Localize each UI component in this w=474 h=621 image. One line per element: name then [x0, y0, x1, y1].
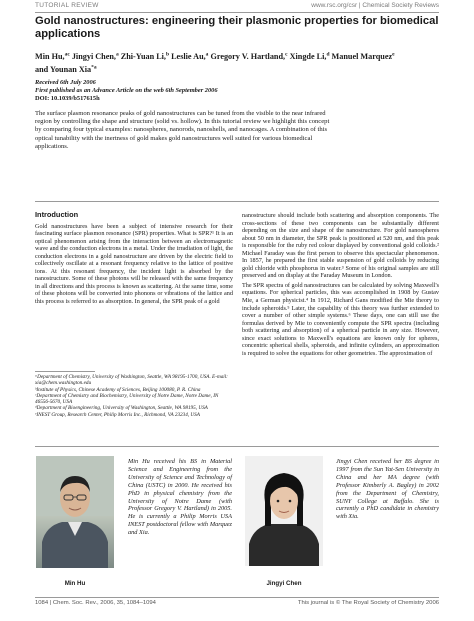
section-label: TUTORIAL REVIEW — [35, 2, 99, 9]
page-footer — [35, 600, 439, 610]
author-biography: Jingyi Chen received her BS degree in 1997 from the Sun Yat-Sen University in China and her MA degree (with Professor Kimberly A. Bagley) in 2002 from the Department of Chemistry, SUNY College at Buffalo. She is currently a PhD candidate in chemistry with Xia. — [336, 458, 439, 521]
author: Leslie Au,$^a$ — [171, 51, 209, 61]
article-title: Gold nanostructures: engineering their plasmonic properties for biomedical applications — [35, 15, 439, 40]
header-divider — [35, 12, 439, 13]
biography-divider — [35, 446, 439, 447]
author-list — [35, 49, 439, 75]
author: Min Hu,$^{ac}$ — [35, 51, 70, 61]
affiliation: ᵈDepartment of Bioengineering, University of Washington, Seattle, WA 98195, USA — [35, 405, 208, 412]
publication-history — [35, 79, 439, 103]
body-paragraph: The SPR spectra of gold nanostructures can be calculated by solving Maxwell's equations. For spherical particles, this was accomplished in 1908 by Gustav Mie, a German physicist.⁴ In 1912, Richard Gans modified the Mie theory to include spheroids.⁵ Later, the capability of this theory was further extended to cover a number of other simple systems.⁶ These days, one can still use the formulas derived by Mie to conveniently compute the SPR spectra (including both scattering and absorption) of a spherical particle in any size. However, since exact solutions to Maxwell's equations are known only for spheres, concentric spherical shells, spheroids, and infinite cylinders, an approximation is required to solve the equations for other geometries. The approximation of — [242, 281, 439, 357]
section-heading: Introduction — [35, 210, 79, 219]
abstract: The surface plasmon resonance peaks of gold nanostructures can be tuned from the visible to the near infrared region by controlling the shape and structure (solid vs. hollow). In this tutorial review we highlight this concept by comparing four typical examples: nanospheres, nanorods, nanoshells, and nanocages. A combination of this optical tunability with the inertness of gold makes gold nanostructures well suited for various biomedical applications. — [35, 110, 330, 150]
citation: 1084 | Chem. Soc. Rev., 2006, 35, 1084–1094 — [35, 600, 156, 606]
left-column — [35, 211, 233, 308]
right-column — [242, 212, 439, 359]
journal-link[interactable]: www.rsc.org/csr | Chemical Society Reviews — [311, 2, 439, 9]
author: and Younan Xia$^{*a}$ — [35, 64, 97, 74]
author: Manuel Marquez$^e$ — [331, 51, 395, 61]
author: Jingyi Chen,$^a$ — [71, 51, 119, 61]
received-date: Received 6th July 2006 — [35, 79, 96, 86]
affiliation-divider — [35, 371, 95, 372]
affiliation: ᶜDepartment of Chemistry and Biochemistry, University of Notre Dame, Notre Dame, IN 46556-5670, USA — [35, 392, 219, 406]
author-photo — [36, 456, 114, 568]
photo-caption: Jingyi Chen — [266, 580, 302, 587]
author-biography: Min Hu received his BS in Material Science and Engineering from the University of Science and Technology of China (USTC) in 2000. He received his PhD in physical chemistry from the University of Notre Dame (with Professor Gregory V. Hartland) in 2005. He is currently a Philip Morris USA INEST postdoctoral fellow with Marquez and Xia. — [128, 458, 232, 537]
author-portrait-icon — [245, 456, 323, 566]
author: Xingde Li,$^d$ — [289, 51, 330, 61]
affiliation: ᵇInstitute of Physics, Chinese Academy of Sciences, Beijing 100080, P. R. China — [35, 386, 201, 393]
running-header — [35, 0, 439, 12]
affiliation: ᵃDepartment of Chemistry, University of Washington, Seattle, WA 98195-1700, USA. E-mail: xia@chem.washington.edu — [35, 374, 228, 387]
footer-divider — [35, 597, 439, 598]
author: Zhi-Yuan Li,$^b$ — [120, 51, 170, 61]
affiliations — [35, 374, 233, 418]
body-paragraph: nanostructure should include both scattering and absorption components. The cross-sections of these two components can be substantially different depending on the size and shape of the nanostructure. For gold nanospheres about 50 nm in diameter, the SPR peak is positioned at 520 nm, and this peak is responsible for the ruby red colour displayed by conventional gold colloids.² Michael Faraday was the first person to observe this spectacular phenomenon. In 1857, he prepared the first stable suspension of gold colloids by reducing gold chloride with phosphorus in water.³ Some of his original samples are still preserved and on display at the Faraday Museum in London. — [242, 212, 439, 280]
doi[interactable]: DOI: 10.1039/b517615h — [35, 95, 100, 102]
abstract-divider — [35, 201, 439, 202]
body-paragraph: Gold nanostructures have been a subject of intensive research for their fascinating surface plasmon resonance (SPR) properties. What is SPR?¹ It is an optical phenomenon arising from the interaction between an electromagnetic wave and the conduction electrons in a metal. Under the irradiation of light, the conduction electrons in a gold nanostructure are driven by the electric field to collectively oscillate at a resonant frequency relative to the lattice of positive ions. At this resonant frequency, the incident light is absorbed by the nanostructure. Some of these photons will be released with the same frequency in all directions and this process is known as scattering. At the same time, some of these photons will be converted into phonons or vibrations of the lattice and this process is referred to as absorption. In general, the SPR peak of a gold — [35, 222, 233, 306]
author-photo — [245, 456, 323, 566]
affiliation: ᵉINEST Group, Research Center, Philip Morris Inc., Richmond, VA 23234, USA — [35, 411, 200, 418]
author: Gregory V. Hartland,$^c$ — [210, 51, 288, 61]
photo-caption: Min Hu — [64, 580, 86, 587]
copyright: This journal is © The Royal Society of Chemistry 2006 — [297, 600, 439, 606]
first-published: First published as an Advance Article on the web 6th September 2006 — [35, 87, 218, 94]
author-portrait-icon — [36, 456, 114, 568]
